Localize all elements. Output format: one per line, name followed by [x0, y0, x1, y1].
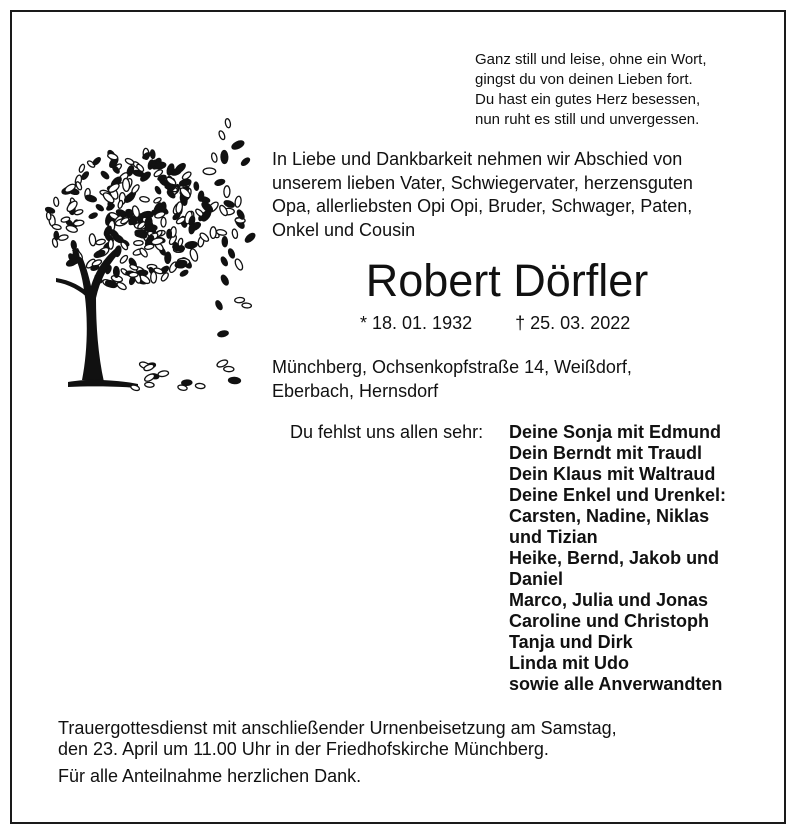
poem-line: Ganz still und leise, ohne ein Wort,: [475, 51, 707, 68]
service-info: [58, 718, 778, 760]
mourner-line: Heike, Bernd, Jakob und: [509, 548, 720, 568]
poem-line: gingst du von deinen Lieben fort.: [475, 71, 693, 88]
deceased-name: Robert Dörfler: [365, 255, 649, 306]
mourner-line: Linda mit Udo: [509, 653, 629, 673]
mourner-line: Daniel: [509, 569, 564, 589]
windblown-tree-icon: [38, 100, 258, 400]
places-line: Münchberg, Ochsenkopfstraße 14, Weißdorf,: [272, 357, 632, 377]
mourner-line: Deine Enkel und Urenkel:: [509, 485, 727, 505]
poem-line: nun ruht es still und unvergessen.: [475, 111, 700, 128]
poem-line: Du hast ein gutes Herz besessen,: [475, 91, 701, 108]
mourner-line: Deine Sonja mit Edmund: [509, 422, 722, 442]
thanks-text: Für alle Anteilnahme herzlichen Dank.: [58, 766, 362, 786]
places-line: Eberbach, Hernsdorf: [272, 380, 439, 401]
mourner-line: Carsten, Nadine, Niklas: [509, 506, 710, 526]
poem: [475, 50, 775, 130]
intro-line: Opa, allerliebsten Opi Opi, Bruder, Schwager, Paten,: [272, 196, 693, 216]
tree-leaves: [45, 118, 257, 391]
mourner-line: Tanja und Dirk: [509, 632, 633, 652]
mourner-line: sowie alle Anverwandten: [509, 674, 723, 694]
mourner-line: und Tizian: [509, 527, 598, 547]
mourner-line: Caroline und Christoph: [509, 611, 709, 631]
mourners-label: Du fehlst uns allen sehr:: [290, 422, 484, 442]
service-line: den 23. April um 11.00 Uhr in der Friedhofskirche Münchberg.: [58, 739, 549, 759]
places: [272, 356, 772, 403]
service-line: Trauergottesdienst mit anschließender Urnenbeisetzung am Samstag,: [58, 718, 617, 738]
intro-line: In Liebe und Dankbarkeit nehmen wir Abschied von: [272, 149, 683, 169]
mourners-list: [509, 422, 779, 695]
intro-line: Onkel und Cousin: [272, 219, 416, 240]
mourner-line: Marco, Julia und Jonas: [509, 590, 709, 610]
intro-text: [272, 148, 772, 242]
mourner-line: Dein Berndt mit Traudl: [509, 443, 703, 463]
intro-line: unserem lieben Vater, Schwiegervater, herzensguten: [272, 172, 693, 193]
birth-date: * 18. 01. 1932: [360, 313, 473, 333]
life-dates: [360, 311, 680, 335]
mourner-line: Dein Klaus mit Waltraud: [509, 464, 716, 484]
death-date: † 25. 03. 2022: [515, 313, 631, 333]
